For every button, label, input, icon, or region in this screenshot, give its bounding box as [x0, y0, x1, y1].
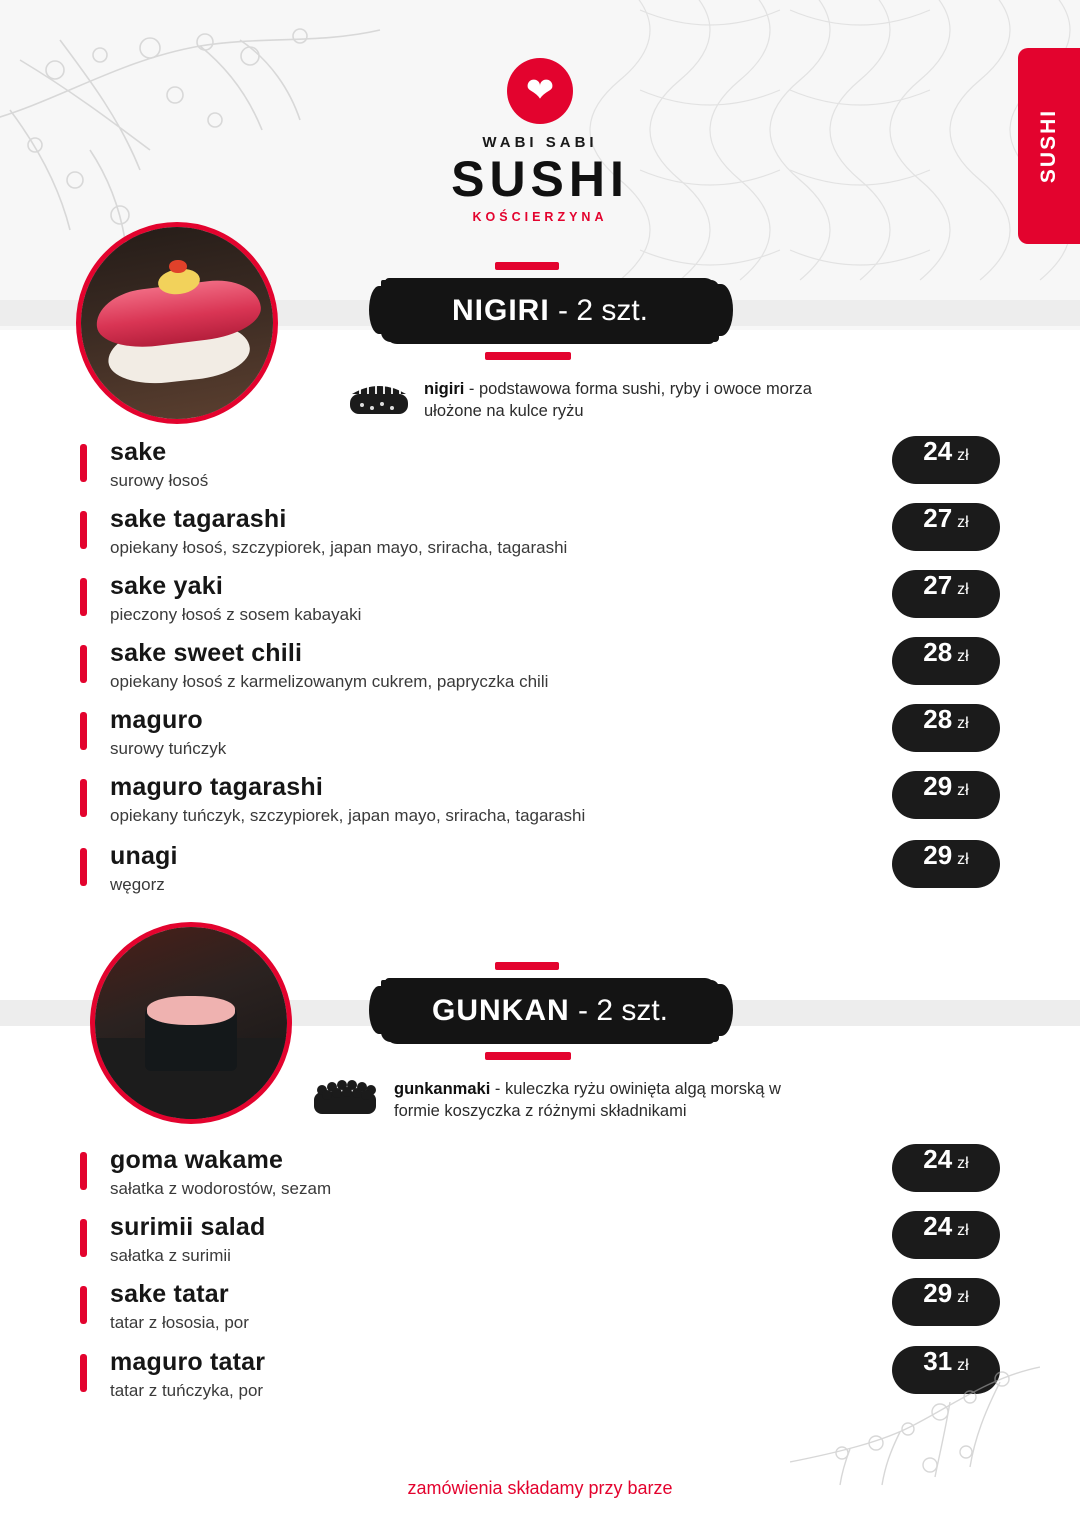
menu-item [80, 572, 1000, 632]
item-name: maguro tatar [110, 1348, 266, 1376]
price-currency: zł [957, 782, 969, 799]
definition-text-nigiri: - podstawowa forma sushi, ryby i owoce morza ułożone na kulce ryżu [424, 380, 812, 421]
item-name: unagi [110, 842, 178, 870]
item-description: surowy tuńczyk [110, 739, 227, 758]
item-price [892, 570, 1000, 618]
price-amount: 31 [923, 1346, 953, 1376]
bullet-icon [80, 1152, 87, 1190]
item-description: opiekany łosoś z karmelizowanym cukrem, papryczka chili [110, 672, 549, 691]
price-amount: 24 [923, 1211, 953, 1241]
item-description: tatar z łososia, por [110, 1313, 249, 1332]
item-name: maguro tagarashi [110, 773, 323, 801]
item-name: sake sweet chili [110, 639, 303, 667]
price-currency: zł [957, 1357, 969, 1374]
bullet-icon [80, 712, 87, 750]
item-name: sake tatar [110, 1280, 229, 1308]
price-currency: zł [957, 1289, 969, 1306]
price-currency: zł [957, 715, 969, 732]
nigiri-icon [348, 378, 410, 418]
cherry-branch-icon [790, 1357, 1040, 1487]
nigiri-photo [76, 222, 278, 424]
item-price [892, 436, 1000, 484]
heart-icon: ❤ [507, 58, 573, 124]
bullet-icon [80, 848, 87, 886]
item-price [892, 637, 1000, 685]
brush-dash-bottom-icon [485, 1052, 571, 1060]
brush-dash-top-icon [495, 962, 559, 970]
definition-term-gunkan: gunkanmaki [394, 1080, 491, 1098]
price-amount: 27 [923, 503, 953, 533]
side-tab-sushi [1018, 48, 1080, 244]
bullet-icon [80, 1286, 87, 1324]
item-price [892, 771, 1000, 819]
item-description: tatar z tuńczyka, por [110, 1381, 264, 1400]
price-amount: 29 [923, 771, 953, 801]
price-currency: zł [957, 514, 969, 531]
item-price [892, 704, 1000, 752]
item-price [892, 1278, 1000, 1326]
menu-item [80, 438, 1000, 498]
footer-note: zamówienia składamy przy barze [407, 1478, 673, 1498]
brand-title: SUSHI [451, 151, 629, 207]
section-subtitle-nigiri: - 2 szt. [549, 294, 649, 327]
menu-item [80, 1280, 1000, 1340]
price-currency: zł [957, 648, 969, 665]
brush-dash-top-icon [495, 262, 559, 270]
item-price [892, 1144, 1000, 1192]
item-name: maguro [110, 706, 203, 734]
bullet-icon [80, 645, 87, 683]
item-price [892, 1211, 1000, 1259]
brand-logo [410, 58, 670, 224]
price-amount: 24 [923, 1144, 953, 1174]
price-amount: 29 [923, 1278, 953, 1308]
item-description: opiekany tuńczyk, szczypiorek, japan mayo, sriracha, tagarashi [110, 806, 586, 825]
gunkan-photo [90, 922, 292, 1124]
price-currency: zł [957, 1155, 969, 1172]
item-price [892, 503, 1000, 551]
cherry-branch-icon [0, 29, 380, 240]
menu-item [80, 1213, 1000, 1273]
item-description: sałatka z surimii [110, 1246, 231, 1265]
menu-item [80, 639, 1000, 699]
bullet-icon [80, 578, 87, 616]
item-name: sake tagarashi [110, 505, 287, 533]
price-amount: 28 [923, 704, 953, 734]
price-amount: 28 [923, 637, 953, 667]
section-header-gunkan [385, 978, 715, 1044]
brand-subtitle: WABI SABI [482, 134, 598, 151]
brush-dash-bottom-icon [485, 352, 571, 360]
item-price [892, 840, 1000, 888]
definition-term-nigiri: nigiri [424, 380, 465, 398]
price-amount: 27 [923, 570, 953, 600]
section-header-nigiri [385, 278, 715, 344]
item-description: surowy łosoś [110, 471, 209, 490]
item-name: sake yaki [110, 572, 224, 600]
gunkanmaki-icon [310, 1078, 380, 1118]
bullet-icon [80, 511, 87, 549]
side-tab-label: SUSHI [1037, 108, 1060, 184]
item-description: węgorz [110, 875, 165, 894]
price-currency: zł [957, 447, 969, 464]
definition-text-gunkan: - kuleczka ryżu owinięta algą morską w formie koszyczka z różnymi składnikami [394, 1080, 781, 1121]
bullet-icon [80, 444, 87, 482]
item-name: surimii salad [110, 1213, 266, 1241]
price-currency: zł [957, 851, 969, 868]
item-description: opiekany łosoś, szczypiorek, japan mayo, sriracha, tagarashi [110, 538, 568, 557]
definition-nigiri [348, 378, 844, 423]
menu-item [80, 1146, 1000, 1206]
bullet-icon [80, 1219, 87, 1257]
bullet-icon [80, 1354, 87, 1392]
item-name: goma wakame [110, 1146, 284, 1174]
section-subtitle-gunkan: - 2 szt. [569, 994, 669, 1027]
definition-gunkan [310, 1078, 814, 1123]
item-description: pieczony łosoś z sosem kabayaki [110, 605, 362, 624]
price-amount: 24 [923, 436, 953, 466]
brand-city: KOŚCIERZYNA [472, 209, 608, 224]
section-title-gunkan: GUNKAN [431, 994, 570, 1027]
bullet-icon [80, 779, 87, 817]
item-description: sałatka z wodorostów, sezam [110, 1179, 332, 1198]
item-name: sake [110, 438, 167, 466]
price-currency: zł [957, 1222, 969, 1239]
menu-item [80, 706, 1000, 766]
menu-item [80, 505, 1000, 565]
menu-item [80, 842, 1000, 902]
price-currency: zł [957, 581, 969, 598]
price-amount: 29 [923, 840, 953, 870]
section-title-nigiri: NIGIRI [451, 294, 550, 327]
menu-item [80, 773, 1000, 833]
